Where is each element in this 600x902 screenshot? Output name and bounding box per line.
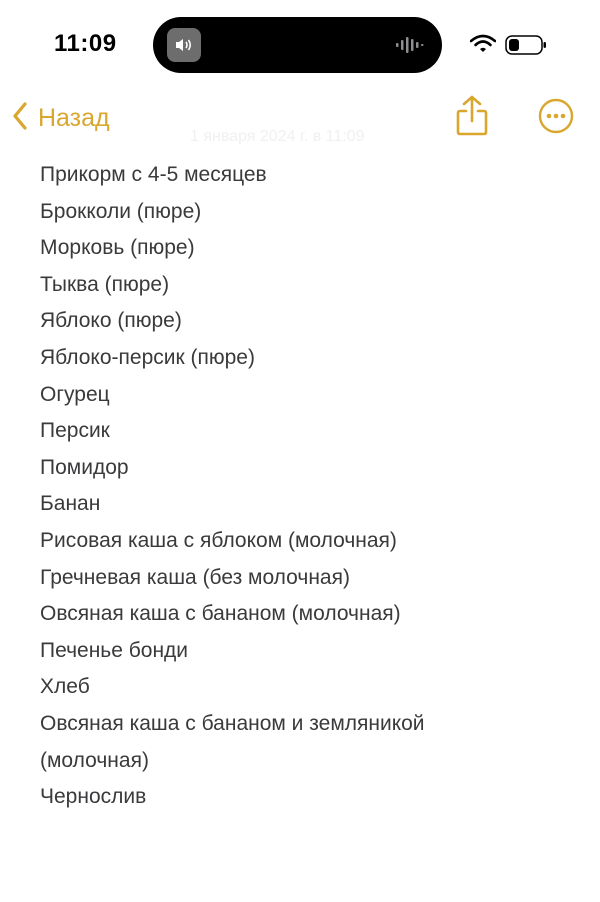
note-line: Гречневая каша (без молочная)	[40, 565, 350, 589]
share-button[interactable]	[452, 94, 492, 138]
note-line: Брокколи (пюре)	[40, 199, 202, 223]
battery-icon	[505, 35, 547, 60]
note-line: Овсяная каша с бананом и земляникой	[40, 711, 425, 735]
chevron-left-icon	[12, 102, 28, 135]
ellipsis-circle-icon	[538, 121, 574, 138]
note-line: Хлеб	[40, 675, 90, 699]
note-body[interactable]	[40, 157, 580, 816]
back-button[interactable]	[12, 98, 110, 138]
wifi-icon	[470, 34, 496, 59]
note-line: Огурец	[40, 382, 110, 406]
note-line: Яблоко-персик (пюре)	[40, 345, 255, 369]
note-line: Помидор	[40, 455, 129, 479]
note-line: Чернослив	[40, 785, 147, 809]
nav-bar	[0, 90, 600, 146]
note-line: (молочная)	[40, 748, 149, 772]
note-line: Морковь (пюре)	[40, 236, 195, 260]
note-line: Тыква (пюре)	[40, 272, 170, 296]
note-line: Печенье бонди	[40, 638, 189, 662]
share-icon	[452, 125, 492, 142]
audio-waveform-icon	[396, 36, 428, 59]
speaker-icon	[167, 28, 201, 62]
back-label: Назад	[38, 103, 110, 132]
note-line: Прикорм с 4-5 месяцев	[40, 163, 267, 186]
note-line: Персик	[40, 419, 110, 443]
note-line: Рисовая каша с яблоком (молочная)	[40, 528, 397, 552]
status-time: 11:09	[54, 30, 117, 57]
more-button[interactable]	[538, 98, 574, 134]
note-line: Яблоко (пюре)	[40, 309, 182, 333]
note-line: Банан	[40, 492, 101, 516]
dynamic-island	[153, 17, 442, 73]
status-bar	[0, 0, 600, 90]
note-line: Овсяная каша с бананом (молочная)	[40, 602, 401, 626]
note-date: 1 января 2024 г. в 11:09	[190, 128, 365, 145]
